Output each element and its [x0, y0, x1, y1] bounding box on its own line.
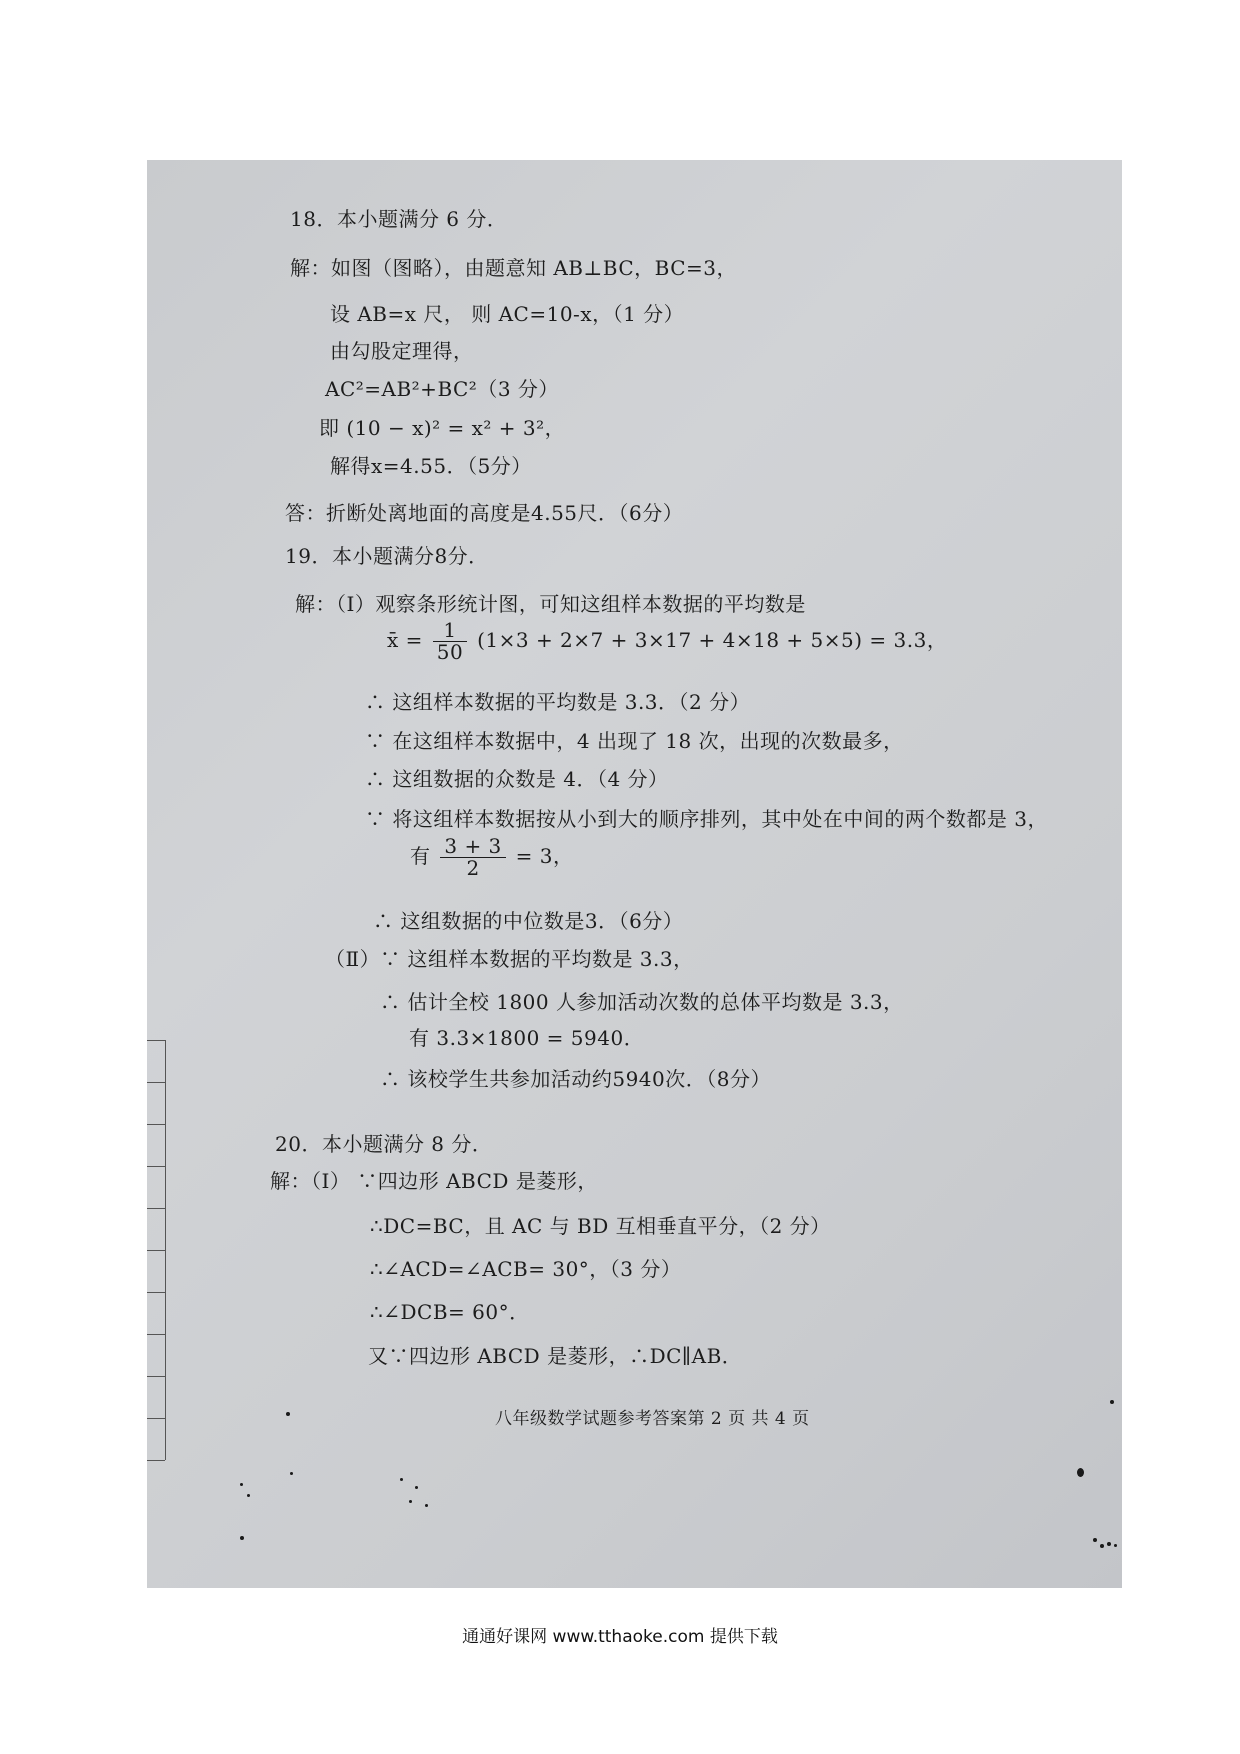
- q18-solution-line: 设 AB=x 尺， 则 AC=10-x，（1 分）: [330, 302, 685, 326]
- q19-solution-line: ∵ 在这组样本数据中，4 出现了 18 次，出现的次数最多，: [365, 729, 904, 753]
- mean-fraction-numerator: 1: [433, 620, 467, 642]
- q18-header: 18．本小题满分 6 分．: [290, 207, 508, 231]
- q19-solution-line: ∴ 这组数据的中位数是3．（6分）: [373, 909, 684, 933]
- q20-solution-line: ∴∠ACD=∠ACB= 30°，（3 分）: [370, 1257, 682, 1281]
- median-rhs: = 3，: [515, 844, 574, 868]
- q19-median-formula: [410, 836, 573, 879]
- q20-solution-line: ∴DC=BC，且 AC 与 BD 互相垂直平分，（2 分）: [370, 1214, 831, 1238]
- median-fraction-numerator: 3 + 3: [440, 836, 505, 858]
- q19-solution-line: ∵ 将这组样本数据按从小到大的顺序排列，其中处在中间的两个数都是 3，: [365, 807, 1048, 831]
- q20-header: 20．本小题满分 8 分．: [275, 1132, 493, 1156]
- median-fraction: [440, 836, 505, 879]
- q20-solution-line: 又∵四边形 ABCD 是菱形，∴DC∥AB．: [368, 1344, 743, 1368]
- mean-lhs: x̄ =: [387, 628, 423, 652]
- q18-solution-line: 解：如图（图略），由题意知 AB⊥BC，BC=3，: [290, 256, 738, 280]
- document-photo: [147, 160, 1122, 1588]
- q18-result: 解得x=4.55．（5分）: [330, 454, 532, 478]
- q19-mean-formula: [387, 620, 947, 663]
- q20-solution-line: ∴∠DCB= 60°．: [370, 1300, 530, 1324]
- mean-rhs: (1×3 + 2×7 + 3×17 + 4×18 + 5×5) = 3.3，: [477, 628, 948, 652]
- median-prefix: 有: [410, 844, 431, 868]
- page-footer: 八年级数学试题参考答案第 2 页 共 4 页: [495, 1409, 810, 1429]
- q19-solution-line: 解：（Ⅰ）观察条形统计图，可知这组样本数据的平均数是: [295, 592, 806, 616]
- median-fraction-denominator: 2: [466, 856, 480, 880]
- q19-solution-line: ∴ 这组数据的众数是 4．（4 分）: [365, 767, 669, 791]
- q19-solution-line: ∴ 这组样本数据的平均数是 3.3．（2 分）: [365, 690, 751, 714]
- q19-solution-line: ∴ 该校学生共参加活动约5940次．（8分）: [380, 1067, 771, 1091]
- mean-fraction-denominator: 50: [436, 640, 464, 664]
- mean-fraction: [433, 620, 467, 663]
- q19-solution-line: 有 3.3×1800 = 5940．: [409, 1026, 645, 1050]
- q20-solution-line: 解：（Ⅰ） ∵四边形 ABCD 是菱形，: [270, 1169, 598, 1193]
- q19-solution-line: ∴ 估计全校 1800 人参加活动次数的总体平均数是 3.3，: [380, 990, 904, 1014]
- q18-equation: AC²=AB²+BC²（3 分）: [325, 377, 559, 401]
- site-footer: 通通好课网 www.tthaoke.com 提供下载: [462, 1627, 778, 1647]
- q18-equation: 即 (10 − x)² = x² + 3²，: [319, 416, 566, 440]
- q18-answer: 答：折断处离地面的高度是4.55尺．（6分）: [285, 501, 684, 525]
- q19-part-ii: （Ⅱ）∵ 这组样本数据的平均数是 3.3，: [325, 947, 694, 971]
- q18-solution-line: 由勾股定理得，: [330, 339, 474, 363]
- q19-header: 19．本小题满分8分．: [285, 544, 489, 568]
